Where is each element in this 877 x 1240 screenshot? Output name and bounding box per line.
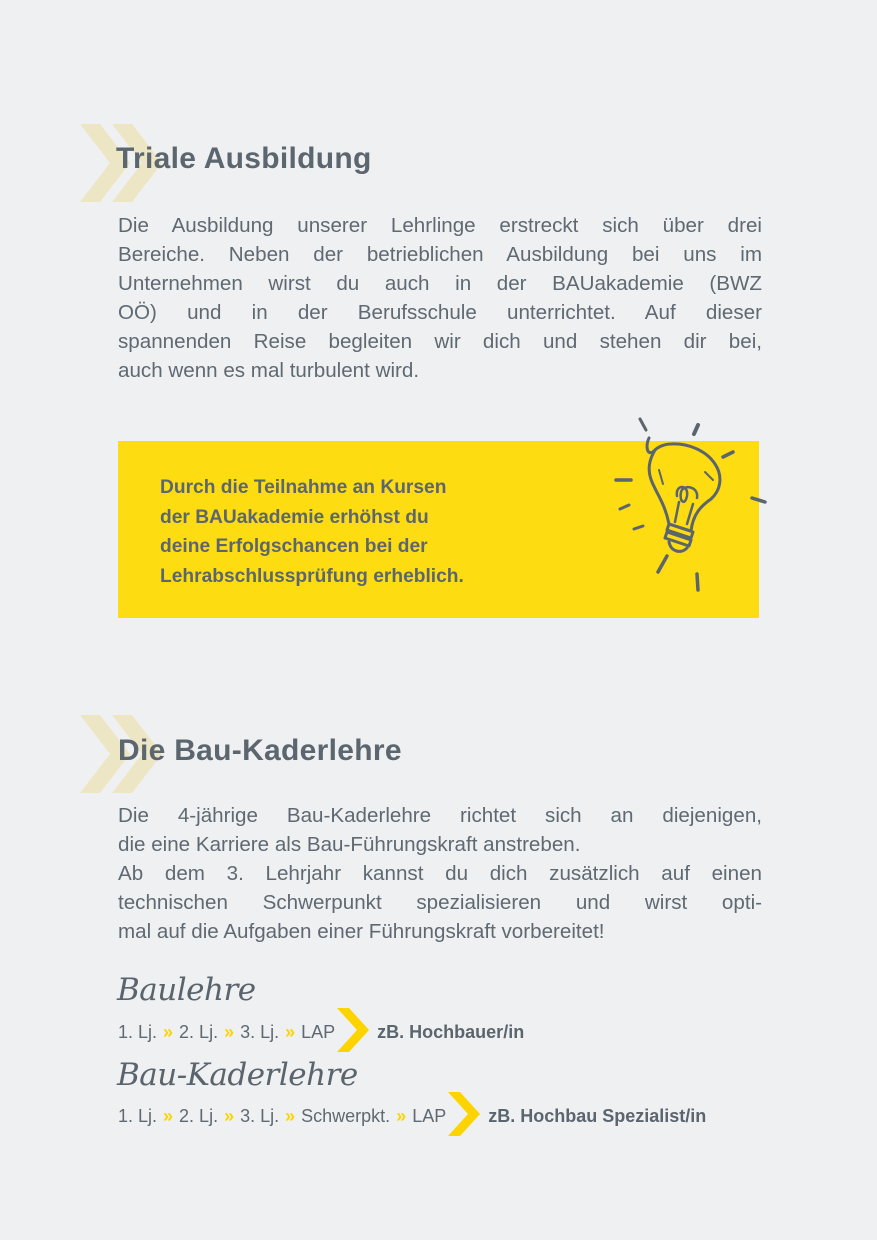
section-paragraph-kaderlehre (118, 801, 762, 946)
path-separator: » (224, 1105, 235, 1126)
paragraph-line: die eine Karriere als Bau-Führungskraft anstreben. (118, 833, 581, 856)
path-step: 1. Lj. (118, 1021, 158, 1042)
paragraph-line: auch wenn es mal turbulent wird. (118, 359, 420, 382)
paragraph-line: Die 4-jährige Bau-Kaderlehre richtet sich an diejenigen, (118, 804, 762, 827)
path-step: 1. Lj. (118, 1105, 158, 1126)
paragraph-line: spannenden Reise begleiten wir dich und stehen dir bei, (118, 330, 762, 353)
path-title-baulehre: Baulehre (117, 972, 256, 1008)
section-title-triale-ausbildung: Triale Ausbildung (116, 142, 372, 175)
path-separator: » (163, 1105, 174, 1126)
paragraph-line: OÖ) und in der Berufsschule unterrichtet. Auf dieser (118, 301, 762, 324)
section-paragraph-triale (118, 211, 762, 385)
callout-text (160, 473, 580, 591)
path-separator: » (285, 1021, 296, 1042)
path-separator: » (163, 1021, 174, 1042)
chevron-right-icon (337, 1008, 369, 1057)
path-step: LAP (412, 1105, 447, 1126)
path-step: LAP (301, 1021, 336, 1042)
callout-line: Durch die Teilnahme an Kursen (160, 477, 447, 498)
path-step: 3. Lj. (240, 1021, 280, 1042)
path-separator: » (396, 1105, 407, 1126)
path-row-baulehre (118, 1010, 524, 1054)
path-result: zB. Hochbauer/in (377, 1021, 525, 1042)
paragraph-line: Bereiche. Neben der betrieblichen Ausbildung bei uns im (118, 243, 762, 266)
paragraph-line: Die Ausbildung unserer Lehrlinge erstreckt sich über drei (118, 214, 762, 237)
callout-line: deine Erfolgschancen bei der (160, 536, 428, 557)
chevron-right-icon (448, 1092, 480, 1141)
path-separator: » (285, 1105, 296, 1126)
path-step: Schwerpkt. (301, 1105, 391, 1126)
path-row-bau-kaderlehre (118, 1094, 706, 1138)
callout-line: der BAUakademie erhöhst du (160, 506, 429, 528)
callout-line: Lehrabschlussprüfung erheblich. (160, 565, 464, 587)
path-step: 3. Lj. (240, 1105, 280, 1126)
path-step: 2. Lj. (179, 1021, 219, 1042)
path-separator: » (224, 1021, 235, 1042)
path-step: 2. Lj. (179, 1105, 219, 1126)
lightbulb-icon (605, 414, 771, 605)
path-result: zB. Hochbau Spezialist/in (488, 1105, 707, 1126)
paragraph-line: technischen Schwerpunkt spezialisieren und wirst opti- (118, 891, 762, 914)
paragraph-line: Ab dem 3. Lehrjahr kannst du dich zusätzlich auf einen (118, 862, 762, 885)
path-title-bau-kaderlehre: Bau-Kaderlehre (117, 1057, 358, 1093)
paragraph-line: Unternehmen wirst du auch in der BAUakademie (BWZ (118, 272, 762, 295)
section-title-bau-kaderlehre: Die Bau-Kaderlehre (118, 734, 402, 767)
paragraph-line: mal auf die Aufgaben einer Führungskraft vorbereitet! (118, 920, 605, 943)
